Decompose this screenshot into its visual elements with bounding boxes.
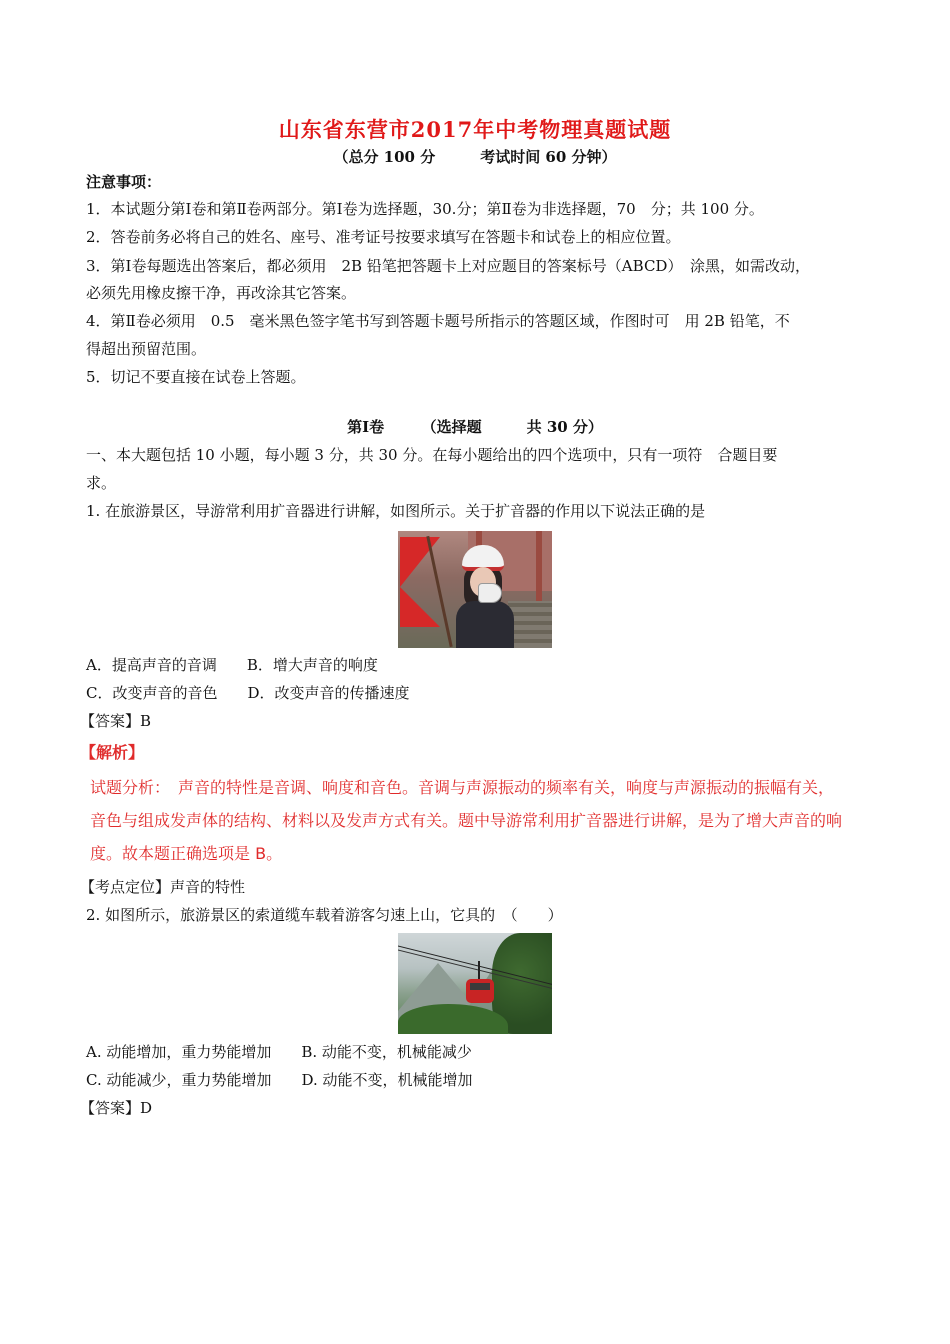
question-options: C．改变声音的音色 D．改变声音的传播速度 xyxy=(86,684,410,702)
key-point: 【考点定位】声音的特性 xyxy=(80,878,246,896)
notice-heading: 注意事项： xyxy=(86,173,162,191)
notice-item: 得超出预留范围。 xyxy=(86,340,207,358)
answer: 【答案】D xyxy=(80,1099,153,1117)
cable-car-image xyxy=(398,933,552,1034)
notice-item: 2．答卷前务必将自己的姓名、座号、准考证号按要求填写在答题卡和试卷上的相应位置。 xyxy=(86,228,681,246)
megaphone-guide-image xyxy=(398,531,552,648)
notice-item: 1．本试题分第Ⅰ卷和第Ⅱ卷两部分。第Ⅰ卷为选择题，30.分；第Ⅱ卷为非选择题，70 分；共 100 分。 xyxy=(86,200,764,218)
section-intro: 求。 xyxy=(86,474,117,492)
analysis-text: 试题分析： 声音的特性是音调、响度和音色。音调与声源振动的频率有关，响度与声源振动的振幅有关， xyxy=(90,778,835,797)
notice-item: 4．第Ⅱ卷必须用 0.5 毫米黑色签字笔书写到答题卡题号所指示的答题区域，作图时可 用 2B 铅笔，不 xyxy=(86,312,790,330)
analysis-text: 度。故本题正确选项是 B。 xyxy=(90,844,283,863)
notice-item: 5．切记不要直接在试卷上答题。 xyxy=(86,368,306,386)
section-heading: 第Ⅰ卷 （选择题 共 30 分） xyxy=(347,418,603,436)
answer: 【答案】B xyxy=(80,712,152,730)
question-options: C. 动能减少，重力势能增加 D. 动能不变，机械能增加 xyxy=(86,1071,473,1089)
notice-item: 3．第Ⅰ卷每题选出答案后，都必须用 2B 铅笔把答题卡上对应题目的答案标号（ABCD） 涂黑，如需改动， xyxy=(86,257,810,275)
page-title: 山东省东营市2017年中考物理真题试题 xyxy=(278,117,672,142)
question-options: A. 动能增加，重力势能增加 B. 动能不变，机械能减少 xyxy=(86,1043,472,1061)
analysis-text: 音色与组成发声体的结构、材料以及发声方式有关。题中导游常利用扩音器进行讲解，是为了增大声音的响 xyxy=(90,811,843,830)
analysis-heading: 【解析】 xyxy=(80,743,145,762)
page-subtitle: （总分 100 分 考试时间 60 分钟） xyxy=(333,148,617,166)
notice-item: 必须先用橡皮擦干净，再改涂其它答案。 xyxy=(86,284,357,302)
section-intro: 一、本大题包括 10 小题，每小题 3 分，共 30 分。在每小题给出的四个选项中，只有一项符 合题目要 xyxy=(86,446,778,464)
question-options: A．提高声音的音调 B．增大声音的响度 xyxy=(86,656,378,674)
question-stem: 1. 在旅游景区，导游常利用扩音器进行讲解，如图所示。关于扩音器的作用以下说法正确的是 xyxy=(86,502,706,520)
question-stem: 2. 如图所示，旅游景区的索道缆车载着游客匀速上山，它具的 （ ） xyxy=(86,906,563,924)
